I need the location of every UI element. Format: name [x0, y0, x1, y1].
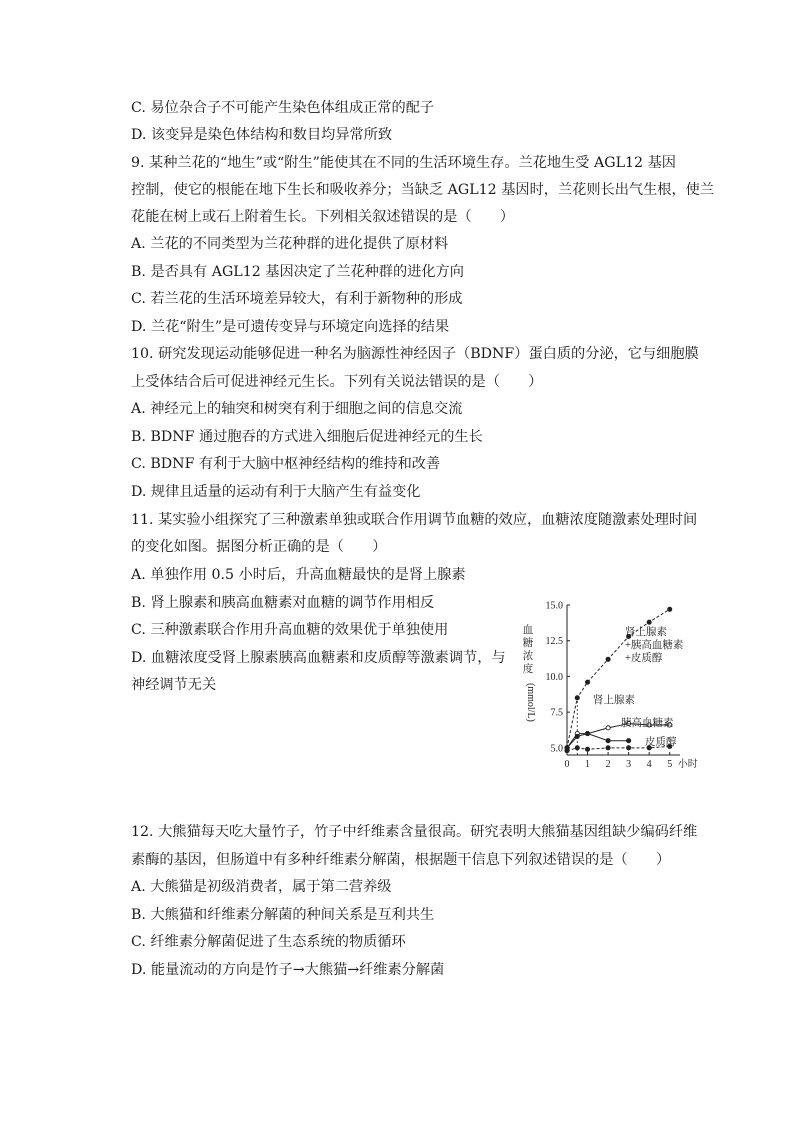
option-10b: B. BDNF 通过胞吞的方式进入细胞后促进神经元的生长 [131, 429, 483, 445]
data-point [585, 680, 589, 684]
data-point [575, 746, 579, 750]
question-9-line-1: 9. 某种兰花的“地生”或“附生”能使其在不同的生活环境生存。兰花地生受 AGL12 基因 [131, 155, 676, 171]
question-10-line-2: 上受体结合后可促进神经元生长。下列有关说法错误的是（ ） [131, 374, 543, 390]
y-tick-label: 12.5 [545, 636, 563, 648]
option-11a: A. 单独作用 0.5 小时后，升高血糖最快的是肾上腺素 [131, 567, 466, 583]
data-point [575, 734, 579, 738]
data-point [565, 749, 569, 753]
x-tick-label: 4 [646, 759, 652, 770]
series-label: +皮质醇 [625, 653, 663, 664]
question-10-line-1: 10. 研究发现运动能够促进一种名为脑源性神经因子（BDNF）蛋白质的分泌，它与细胞膜 [131, 346, 699, 362]
option-8c: C. 易位杂合子不可能产生染色体组成正常的配子 [131, 100, 435, 116]
data-point [627, 739, 631, 743]
option-11d-line-1: D. 血糖浓度受肾上腺素胰高血糖素和皮质醇等激素调节，与 [131, 650, 506, 666]
series-label: 皮质醇 [645, 737, 677, 748]
y-axis-label-char: 糖 [522, 638, 534, 649]
y-axis-unit: (mmol/L) [525, 683, 536, 722]
data-point [606, 657, 610, 661]
y-axis-label-char: 浓 [522, 651, 534, 662]
option-9d: D. 兰花“附生”是可遗传变异与环境定向选择的结果 [131, 319, 450, 335]
x-tick-label: 0 [564, 759, 570, 770]
series-label: 肾上腺素 [593, 695, 635, 706]
y-tick-label: 15.0 [545, 600, 563, 612]
option-9b: B. 是否具有 AGL12 基因决定了兰花种群的进化方向 [131, 264, 464, 280]
y-axis-label-char: 度 [522, 664, 534, 675]
option-12d: D. 能量流动的方向是竹子→大熊猫→纤维素分解菌 [131, 962, 445, 978]
question-9-line-3: 花能在树上或石上附着生长。下列相关叙述错误的是（ ） [131, 209, 515, 225]
question-12-line-2: 素酶的基因，但肠道中有多种纤维素分解菌，根据题干信息下列叙述错误的是（ ） [131, 852, 671, 868]
option-12b: B. 大熊猫和纤维素分解菌的种间关系是互利共生 [131, 907, 435, 923]
series-label: 胰高血糖素 [621, 718, 674, 729]
data-point [606, 739, 610, 743]
data-point [606, 746, 610, 750]
option-8d: D. 该变异是染色体结构和数目均异常所致 [131, 127, 393, 143]
x-tick-label: 2 [605, 759, 611, 770]
y-tick-label: 10.0 [545, 671, 563, 683]
option-10c: C. BDNF 有利于大脑中枢神经结构的维持和改善 [131, 456, 441, 472]
series-label: 肾上腺素 [625, 627, 667, 638]
x-axis-label: 小时 [677, 759, 698, 770]
data-point [585, 731, 589, 735]
option-9a: A. 兰花的不同类型为兰花种群的进化提供了原材料 [131, 236, 449, 252]
blood-glucose-chart [515, 595, 715, 775]
data-point [575, 696, 579, 700]
data-point [627, 746, 631, 750]
option-10d: D. 规律且适量的运动有利于大脑产生有益变化 [131, 484, 421, 500]
option-12c: C. 纤维素分解菌促进了生态系统的物质循环 [131, 934, 406, 950]
option-12a: A. 大熊猫是初级消费者，属于第二营养级 [131, 879, 392, 895]
option-11d-line-2: 神经调节无关 [131, 677, 217, 693]
x-tick-label: 3 [626, 759, 632, 770]
x-tick-label: 1 [585, 759, 591, 770]
option-11c: C. 三种激素联合作用升高血糖的效果优于单独使用 [131, 622, 449, 638]
data-point [606, 726, 610, 730]
y-tick-label: 7.5 [550, 707, 563, 719]
y-axis-label-char: 血 [522, 625, 534, 636]
data-point [668, 607, 672, 611]
y-tick-label: 5.0 [550, 743, 563, 755]
data-point [585, 747, 589, 751]
question-9-line-2: 控制，使它的根能在地下生长和吸收养分；当缺乏 AGL12 基因时，兰花则长出气生根，使兰 [131, 182, 715, 198]
question-12-line-1: 12. 大熊猫每天吃大量竹子，竹子中纤维素含量很高。研究表明大熊猫基因组缺少编码纤维 [131, 824, 698, 840]
option-10a: A. 神经元上的轴突和树突有利于细胞之间的信息交流 [131, 401, 463, 417]
x-tick-label: 5 [667, 759, 673, 770]
series-label: +胰高血糖素 [625, 640, 684, 651]
question-11-line-1: 11. 某实验小组探究了三种激素单独或联合作用调节血糖的效应，血糖浓度随激素处理时间 [131, 512, 698, 528]
question-11-line-2: 的变化如图。据图分析正确的是（ ） [131, 539, 387, 555]
option-11b: B. 肾上腺素和胰高血糖素对血糖的调节作用相反 [131, 595, 435, 611]
option-9c: C. 若兰花的生活环境差异较大，有利于新物种的形成 [131, 291, 463, 307]
data-point [647, 620, 651, 624]
